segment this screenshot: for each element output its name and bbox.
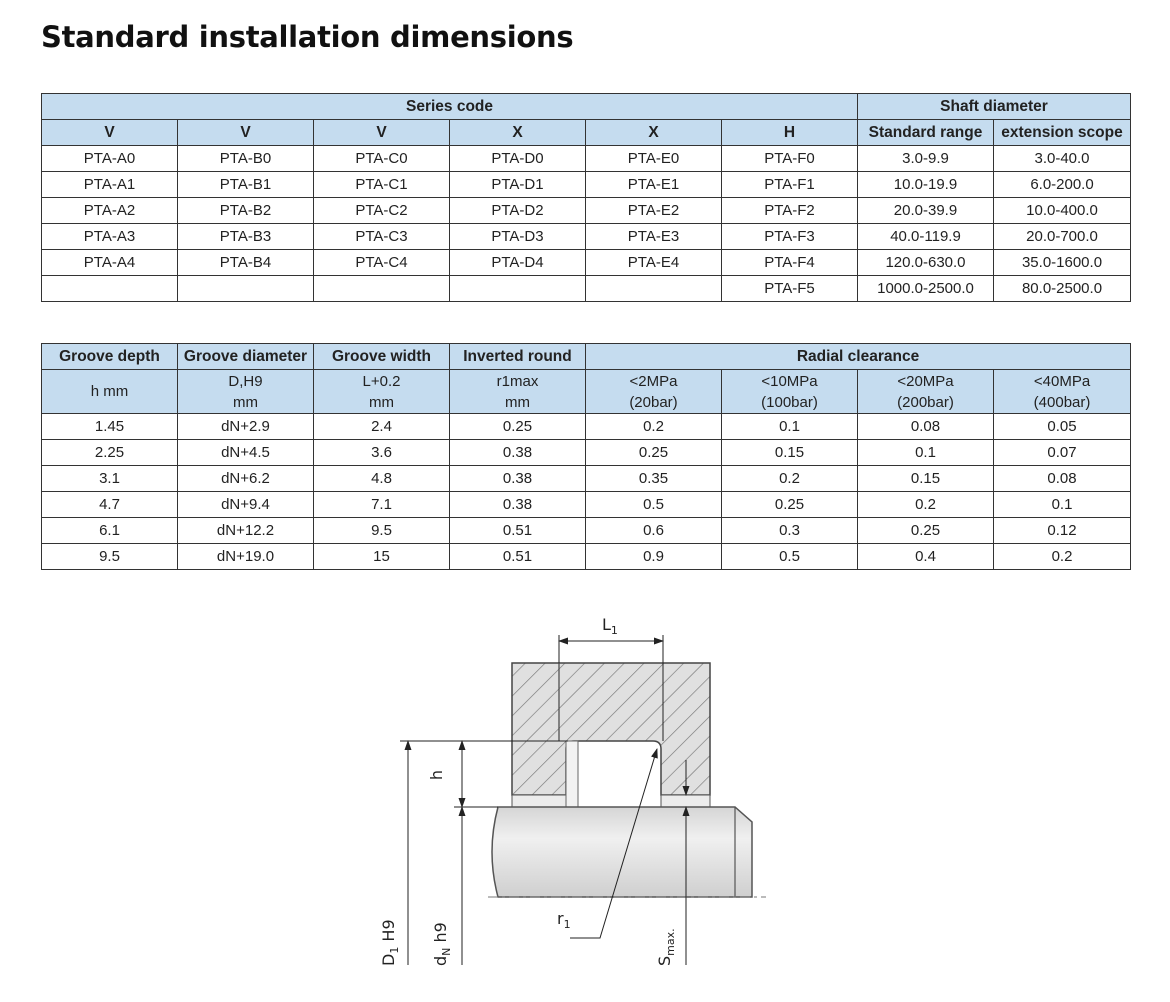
column-header: extension scope — [994, 120, 1131, 146]
table-cell: 3.0-9.9 — [858, 146, 994, 172]
table-cell: PTA-E2 — [586, 198, 722, 224]
groove-width-header: Groove width — [314, 344, 450, 370]
table-cell: 4.8 — [314, 466, 450, 492]
table-cell: PTA-C4 — [314, 250, 450, 276]
table-cell: PTA-C2 — [314, 198, 450, 224]
column-header: H — [722, 120, 858, 146]
table-cell: 0.9 — [586, 544, 722, 570]
table-cell: 35.0-1600.0 — [994, 250, 1131, 276]
table-cell: 0.2 — [994, 544, 1131, 570]
table-cell: 0.2 — [858, 492, 994, 518]
table-cell: dN+9.4 — [178, 492, 314, 518]
radial-clearance-header: Radial clearance — [586, 344, 1131, 370]
table-cell: PTA-B2 — [178, 198, 314, 224]
pressure-20mpa: <20MPa (200bar) — [858, 370, 994, 414]
pressure-40mpa: <40MPa (400bar) — [994, 370, 1131, 414]
table-cell: 15 — [314, 544, 450, 570]
table-cell: 1.45 — [42, 414, 178, 440]
table-cell: PTA-F1 — [722, 172, 858, 198]
table-cell: PTA-F4 — [722, 250, 858, 276]
table-cell: 0.15 — [858, 466, 994, 492]
table-cell: PTA-E3 — [586, 224, 722, 250]
table-cell: 4.7 — [42, 492, 178, 518]
column-header: V — [314, 120, 450, 146]
table-cell: 0.38 — [450, 440, 586, 466]
table-cell: 1000.0-2500.0 — [858, 276, 994, 302]
page-title: Standard installation dimensions — [41, 20, 574, 54]
table-cell: 0.25 — [586, 440, 722, 466]
table-cell: 6.0-200.0 — [994, 172, 1131, 198]
shaft-diameter-header: Shaft diameter — [858, 94, 1131, 120]
table-cell: PTA-A3 — [42, 224, 178, 250]
table-cell: 3.1 — [42, 466, 178, 492]
table-cell: 0.08 — [994, 466, 1131, 492]
table-cell: PTA-A4 — [42, 250, 178, 276]
table-cell: PTA-B4 — [178, 250, 314, 276]
label-dn: $d_N$ h9 — [431, 922, 453, 966]
table-cell: 20.0-39.9 — [858, 198, 994, 224]
column-header: Standard range — [858, 120, 994, 146]
unit-h: h mm — [42, 370, 178, 414]
unit-d: D,H9 mm — [178, 370, 314, 414]
inverted-round-header: Inverted round — [450, 344, 586, 370]
table-cell: 0.08 — [858, 414, 994, 440]
label-h: h — [427, 769, 446, 781]
table-cell: dN+2.9 — [178, 414, 314, 440]
table-cell: 3.6 — [314, 440, 450, 466]
table-cell: 0.38 — [450, 492, 586, 518]
seal-ring-right — [661, 795, 710, 807]
table-cell: 120.0-630.0 — [858, 250, 994, 276]
housing-section — [512, 663, 710, 795]
table-cell: PTA-C1 — [314, 172, 450, 198]
table-cell: 0.1 — [858, 440, 994, 466]
table-cell: 20.0-700.0 — [994, 224, 1131, 250]
groove-diameter-header: Groove diameter — [178, 344, 314, 370]
column-header: V — [178, 120, 314, 146]
seal-ring-left — [512, 795, 566, 807]
column-header: V — [42, 120, 178, 146]
table-cell: 7.1 — [314, 492, 450, 518]
table-cell: PTA-A1 — [42, 172, 178, 198]
pressure-10mpa: <10MPa (100bar) — [722, 370, 858, 414]
table-cell: PTA-F5 — [722, 276, 858, 302]
table-cell: 0.51 — [450, 544, 586, 570]
label-d1: $D_1$ H9 — [379, 919, 401, 966]
table-cell: 0.15 — [722, 440, 858, 466]
table-cell: dN+19.0 — [178, 544, 314, 570]
table-cell: 3.0-40.0 — [994, 146, 1131, 172]
table-cell: 0.35 — [586, 466, 722, 492]
table-cell: PTA-A0 — [42, 146, 178, 172]
table-cell: PTA-D3 — [450, 224, 586, 250]
label-smax: $S_{max.}$ — [655, 928, 677, 966]
table-cell: PTA-E4 — [586, 250, 722, 276]
table-cell: 0.5 — [586, 492, 722, 518]
table-cell: PTA-D1 — [450, 172, 586, 198]
table-cell: 10.0-400.0 — [994, 198, 1131, 224]
table-cell: 10.0-19.9 — [858, 172, 994, 198]
table-cell: 6.1 — [42, 518, 178, 544]
table-cell: 0.51 — [450, 518, 586, 544]
table-cell: PTA-D4 — [450, 250, 586, 276]
table-cell: PTA-E1 — [586, 172, 722, 198]
table-cell: 9.5 — [314, 518, 450, 544]
label-r1: $r_1$ — [557, 909, 571, 931]
table-cell: 80.0-2500.0 — [994, 276, 1131, 302]
table-cell: dN+4.5 — [178, 440, 314, 466]
table-cell: 40.0-119.9 — [858, 224, 994, 250]
table-cell: 0.2 — [722, 466, 858, 492]
table-cell: 0.4 — [858, 544, 994, 570]
table-cell: 0.38 — [450, 466, 586, 492]
table-cell: PTA-E0 — [586, 146, 722, 172]
table-cell: PTA-B0 — [178, 146, 314, 172]
table-cell: PTA-C3 — [314, 224, 450, 250]
shaft — [492, 807, 752, 897]
table-cell: PTA-B1 — [178, 172, 314, 198]
table-cell: 0.3 — [722, 518, 858, 544]
series-code-header: Series code — [42, 94, 858, 120]
table-cell: dN+12.2 — [178, 518, 314, 544]
table-cell: PTA-B3 — [178, 224, 314, 250]
table-cell: PTA-F3 — [722, 224, 858, 250]
table-cell: PTA-F2 — [722, 198, 858, 224]
table-cell: 0.12 — [994, 518, 1131, 544]
table-cell: 0.1 — [994, 492, 1131, 518]
table-cell: 0.25 — [858, 518, 994, 544]
table-cell: PTA-D0 — [450, 146, 586, 172]
table-cell: 0.07 — [994, 440, 1131, 466]
pressure-2mpa: <2MPa (20bar) — [586, 370, 722, 414]
table-cell: 0.1 — [722, 414, 858, 440]
unit-l: L+0.2 mm — [314, 370, 450, 414]
table-cell: 2.4 — [314, 414, 450, 440]
table-cell: 0.25 — [722, 492, 858, 518]
column-header: X — [450, 120, 586, 146]
table-cell: 0.6 — [586, 518, 722, 544]
table-cell: 0.25 — [450, 414, 586, 440]
table-cell: 9.5 — [42, 544, 178, 570]
column-header: X — [586, 120, 722, 146]
unit-r: r1max mm — [450, 370, 586, 414]
table-cell: 0.5 — [722, 544, 858, 570]
table-cell: dN+6.2 — [178, 466, 314, 492]
table-cell: 2.25 — [42, 440, 178, 466]
groove-depth-header: Groove depth — [42, 344, 178, 370]
table-cell: 0.05 — [994, 414, 1131, 440]
label-l1: $L_1$ — [602, 615, 618, 637]
table-cell: PTA-D2 — [450, 198, 586, 224]
table-cell: PTA-A2 — [42, 198, 178, 224]
table-cell: PTA-F0 — [722, 146, 858, 172]
table-cell: 0.2 — [586, 414, 722, 440]
table-cell: PTA-C0 — [314, 146, 450, 172]
